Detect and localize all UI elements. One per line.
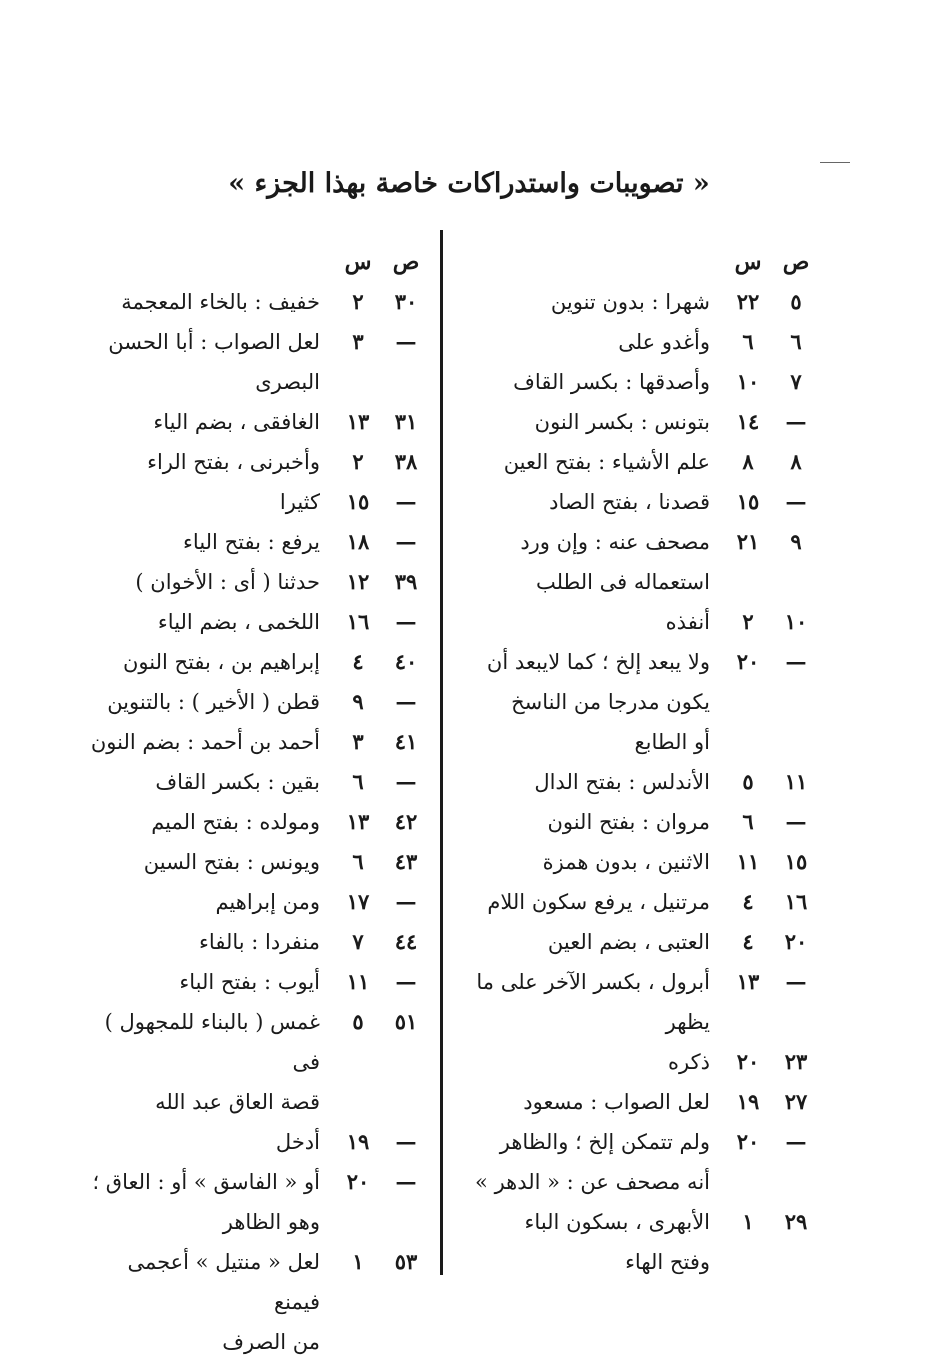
errata-row xyxy=(460,1082,820,1122)
correction-line: ومن إبراهيم xyxy=(215,890,320,914)
page-number: — xyxy=(395,1129,417,1154)
page-number: — xyxy=(785,409,807,434)
correction-line: مروان : بفتح النون xyxy=(547,810,710,834)
correction-line: مرتنيل ، يرفع سكون اللام xyxy=(487,890,710,914)
errata-row xyxy=(85,602,430,642)
correction-text xyxy=(460,1122,724,1202)
errata-row xyxy=(85,1122,430,1162)
correction-text xyxy=(460,602,724,642)
correction-text xyxy=(85,482,334,522)
correction-text xyxy=(85,802,334,842)
errata-row xyxy=(460,322,820,362)
line-number: ١٣ xyxy=(346,809,370,834)
errata-row xyxy=(85,762,430,802)
correction-line: وفتح الهاء xyxy=(625,1250,710,1274)
page-number: ٤١ xyxy=(394,729,418,754)
errata-row xyxy=(85,1242,430,1362)
errata-row xyxy=(85,522,430,562)
correction-text xyxy=(460,842,724,882)
page-header: ص xyxy=(392,249,420,275)
line-header: س xyxy=(734,249,762,275)
page-number: — xyxy=(395,1169,417,1194)
page-number: ٢٩ xyxy=(784,1209,808,1234)
errata-row xyxy=(85,722,430,762)
errata-row xyxy=(85,962,430,1002)
line-number: ٢٠ xyxy=(736,1129,760,1154)
errata-row xyxy=(460,842,820,882)
line-number: ٦ xyxy=(742,329,754,354)
errata-column-right xyxy=(460,242,820,1282)
correction-text xyxy=(460,642,724,762)
page-number: — xyxy=(395,489,417,514)
errata-row xyxy=(85,442,430,482)
correction-line: ولا يبعد إلخ ؛ كما لايبعد أن xyxy=(486,650,710,674)
line-number: ١١ xyxy=(736,849,760,874)
errata-row xyxy=(460,442,820,482)
correction-text xyxy=(460,762,724,802)
line-number: ١٩ xyxy=(346,1129,370,1154)
correction-text xyxy=(85,762,334,802)
line-number: ٢٠ xyxy=(736,649,760,674)
errata-row xyxy=(85,1162,430,1242)
correction-line: استعماله فى الطلب xyxy=(535,570,710,594)
page-number: — xyxy=(395,329,417,354)
correction-line: الاثنين ، بدون همزة xyxy=(542,850,710,874)
page-number: — xyxy=(395,969,417,994)
correction-line: أو الطابع xyxy=(634,730,710,754)
page-number: — xyxy=(395,689,417,714)
page-number: ٥٣ xyxy=(394,1249,418,1274)
errata-row xyxy=(85,482,430,522)
correction-line: بتونس : بكسر النون xyxy=(534,410,710,434)
correction-line: يظهر xyxy=(665,1010,710,1034)
line-number: ٥ xyxy=(742,769,754,794)
line-header: س xyxy=(344,249,372,275)
errata-row xyxy=(460,962,820,1042)
correction-line: غمس ( بالبناء للمجهول ) فى xyxy=(104,1010,320,1074)
errata-row xyxy=(460,602,820,642)
correction-line: قطن ( الأخير ) : بالتنوين xyxy=(107,690,320,714)
correction-line: أو « الفاسق » أو : العاق ؛ xyxy=(92,1170,320,1194)
errata-row xyxy=(460,482,820,522)
correction-text xyxy=(85,1002,334,1122)
page-number: ٢٧ xyxy=(784,1089,808,1114)
correction-line: أنفذه xyxy=(665,610,710,634)
correction-line: أبرول ، بكسر الآخر على ما xyxy=(476,970,710,994)
correction-text xyxy=(460,922,724,962)
errata-row xyxy=(460,762,820,802)
correction-line: الأندلس : بفتح الدال xyxy=(534,770,710,794)
correction-line: لعل الصواب : أبا الحسن xyxy=(108,330,320,354)
errata-row xyxy=(85,842,430,882)
page-title: « تصويبات واستدراكات خاصة بهذا الجزء » xyxy=(228,168,710,199)
line-number: ٦ xyxy=(352,849,364,874)
correction-line: لعل الصواب : مسعود xyxy=(523,1090,710,1114)
errata-row xyxy=(85,682,430,722)
errata-row xyxy=(460,882,820,922)
correction-text xyxy=(85,1162,334,1242)
correction-line: إبراهيم بن ، بفتح النون xyxy=(123,650,320,674)
line-number: ١٩ xyxy=(736,1089,760,1114)
correction-text xyxy=(85,562,334,602)
errata-row xyxy=(460,922,820,962)
errata-row xyxy=(460,1042,820,1082)
correction-text xyxy=(460,322,724,362)
correction-line: وهو الظاهر xyxy=(222,1210,320,1234)
correction-text xyxy=(460,482,724,522)
correction-text xyxy=(460,402,724,442)
correction-line: قصدنا ، بفتح الصاد xyxy=(549,490,710,514)
correction-line: الغافقى ، بضم الياء xyxy=(153,410,320,434)
correction-line: حدثنا ( أى : الأخوان ) xyxy=(135,570,320,594)
page-number: ١٠ xyxy=(784,609,808,634)
errata-row xyxy=(460,1202,820,1282)
correction-text xyxy=(85,322,334,402)
line-number: ٤ xyxy=(742,929,754,954)
line-number: ٢ xyxy=(352,449,364,474)
correction-text xyxy=(85,602,334,642)
correction-text xyxy=(85,922,334,962)
correction-line: شهرا : بدون تنوين xyxy=(550,290,710,314)
correction-line: ويونس : بفتح السين xyxy=(143,850,320,874)
page-number: ٤٠ xyxy=(394,649,418,674)
errata-column-left xyxy=(85,242,430,1362)
line-number: ١٦ xyxy=(346,609,370,634)
correction-text xyxy=(460,882,724,922)
errata-row xyxy=(85,282,430,322)
correction-line: أدخل xyxy=(275,1130,320,1154)
correction-line: وأغدو على xyxy=(618,330,710,354)
correction-line: لعل « منتيل » أعجمى فيمنع xyxy=(127,1250,320,1314)
errata-row xyxy=(460,1122,820,1202)
correction-text xyxy=(85,722,334,762)
correction-text xyxy=(85,1242,334,1362)
page-number: ٤٣ xyxy=(394,849,418,874)
line-number: ١٣ xyxy=(346,409,370,434)
line-number: ٨ xyxy=(742,449,754,474)
page-number: ٣٩ xyxy=(394,569,418,594)
line-number: ١٠ xyxy=(736,369,760,394)
correction-line: وأصدقها : بكسر القاف xyxy=(513,370,710,394)
line-number: ٥ xyxy=(352,1009,364,1034)
correction-line: وأخبرنى ، بفتح الراء xyxy=(147,450,320,474)
page-number: ٣٨ xyxy=(394,449,418,474)
correction-line: ومولده : بفتح الميم xyxy=(151,810,320,834)
correction-line: خفيف : بالخاء المعجمة xyxy=(121,290,320,314)
line-number: ٤ xyxy=(742,889,754,914)
errata-row xyxy=(460,642,820,762)
line-number: ٧ xyxy=(352,929,364,954)
correction-text xyxy=(85,882,334,922)
page-number: — xyxy=(395,529,417,554)
correction-line: يكون مدرجا من الناسخ xyxy=(511,690,710,714)
column-divider xyxy=(440,230,443,1275)
page-number: — xyxy=(785,809,807,834)
correction-text xyxy=(85,682,334,722)
page-number: — xyxy=(785,1129,807,1154)
page-number: ٣١ xyxy=(394,409,418,434)
correction-line: العتبى ، بضم العين xyxy=(547,930,710,954)
correction-line: علم الأشياء : بفتح العين xyxy=(503,450,710,474)
line-number: ١٥ xyxy=(736,489,760,514)
correction-text xyxy=(85,962,334,1002)
correction-text xyxy=(85,442,334,482)
correction-line: ذكره xyxy=(668,1050,710,1074)
correction-text xyxy=(460,522,724,602)
correction-line: الأبهرى ، بسكون الباء xyxy=(524,1210,710,1234)
line-number: ٣ xyxy=(352,729,364,754)
line-number: ١٧ xyxy=(346,889,370,914)
errata-row xyxy=(460,802,820,842)
page-number: — xyxy=(395,609,417,634)
correction-text xyxy=(85,842,334,882)
page-number: ٩ xyxy=(790,529,802,554)
correction-text xyxy=(85,1122,334,1162)
correction-line: مصحف عنه : وإن ورد xyxy=(520,530,710,554)
errata-row xyxy=(85,922,430,962)
page-number: ٥ xyxy=(790,289,802,314)
line-number: ٢١ xyxy=(736,529,760,554)
page-number: ٢٣ xyxy=(784,1049,808,1074)
line-number: ١ xyxy=(352,1249,364,1274)
line-number: ٦ xyxy=(742,809,754,834)
correction-text xyxy=(460,442,724,482)
correction-line: أنه مصحف عن : « الدهر » xyxy=(475,1170,710,1194)
line-number: ١١ xyxy=(346,969,370,994)
page-number: ٦ xyxy=(790,329,802,354)
errata-row xyxy=(460,282,820,322)
line-number: ١٨ xyxy=(346,529,370,554)
errata-row xyxy=(460,362,820,402)
line-number: ٦ xyxy=(352,769,364,794)
page-number: ٧ xyxy=(790,369,802,394)
page-number: — xyxy=(395,769,417,794)
line-number: ٤ xyxy=(352,649,364,674)
errata-row xyxy=(460,522,820,602)
page-number: ١٥ xyxy=(784,849,808,874)
correction-text xyxy=(85,282,334,322)
correction-line: بقين : بكسر القاف xyxy=(155,770,320,794)
line-number: ١٤ xyxy=(736,409,760,434)
correction-line: ولم تتمكن إلخ ؛ والظاهر xyxy=(499,1130,710,1154)
column-header xyxy=(460,242,820,282)
page-number: ١٦ xyxy=(784,889,808,914)
correction-line: يرفع : بفتح الياء xyxy=(183,530,320,554)
corner-mark xyxy=(820,162,850,163)
correction-line: كثيرا xyxy=(279,490,320,514)
page-number: ٣٠ xyxy=(394,289,418,314)
errata-row xyxy=(85,562,430,602)
line-number: ١٥ xyxy=(346,489,370,514)
page-number: ٤٤ xyxy=(394,929,418,954)
line-number: ٣ xyxy=(352,329,364,354)
correction-text xyxy=(460,962,724,1042)
line-number: ١٢ xyxy=(346,569,370,594)
page-number: — xyxy=(785,649,807,674)
errata-row xyxy=(460,402,820,442)
page-number: — xyxy=(785,969,807,994)
correction-line: أيوب : بفتح الباء xyxy=(179,970,320,994)
correction-text xyxy=(85,522,334,562)
page-number: ٨ xyxy=(790,449,802,474)
correction-text xyxy=(85,402,334,442)
line-number: ٢٢ xyxy=(736,289,760,314)
line-number: ٢ xyxy=(742,609,754,634)
errata-row xyxy=(85,1002,430,1122)
page-number: — xyxy=(395,889,417,914)
correction-text xyxy=(460,1042,724,1082)
correction-line: من الصرف xyxy=(222,1330,320,1354)
line-number: ٢ xyxy=(352,289,364,314)
page-number: ٥١ xyxy=(394,1009,418,1034)
correction-text xyxy=(460,362,724,402)
line-number: ٩ xyxy=(352,689,364,714)
correction-line: أحمد بن أحمد : بضم النون xyxy=(90,730,320,754)
page-header: ص xyxy=(782,249,810,275)
correction-line: منفردا : بالفاء xyxy=(199,930,320,954)
page-number: ٢٠ xyxy=(784,929,808,954)
line-number: ١٣ xyxy=(736,969,760,994)
line-number: ١ xyxy=(742,1209,754,1234)
errata-row xyxy=(85,802,430,842)
errata-row xyxy=(85,882,430,922)
line-number: ٢٠ xyxy=(346,1169,370,1194)
correction-text xyxy=(460,802,724,842)
errata-row xyxy=(85,402,430,442)
line-number: ٢٠ xyxy=(736,1049,760,1074)
correction-line: قصة العاق عبد الله xyxy=(155,1090,320,1114)
correction-line: البصرى xyxy=(255,370,320,394)
page-number: ٤٢ xyxy=(394,809,418,834)
correction-line: اللخمى ، بضم الياء xyxy=(157,610,320,634)
errata-row xyxy=(85,642,430,682)
page-number: ١١ xyxy=(784,769,808,794)
correction-text xyxy=(460,1082,724,1122)
correction-text xyxy=(460,282,724,322)
correction-text xyxy=(460,1202,724,1282)
column-header xyxy=(85,242,430,282)
correction-text xyxy=(85,642,334,682)
errata-row xyxy=(85,322,430,402)
page-number: — xyxy=(785,489,807,514)
